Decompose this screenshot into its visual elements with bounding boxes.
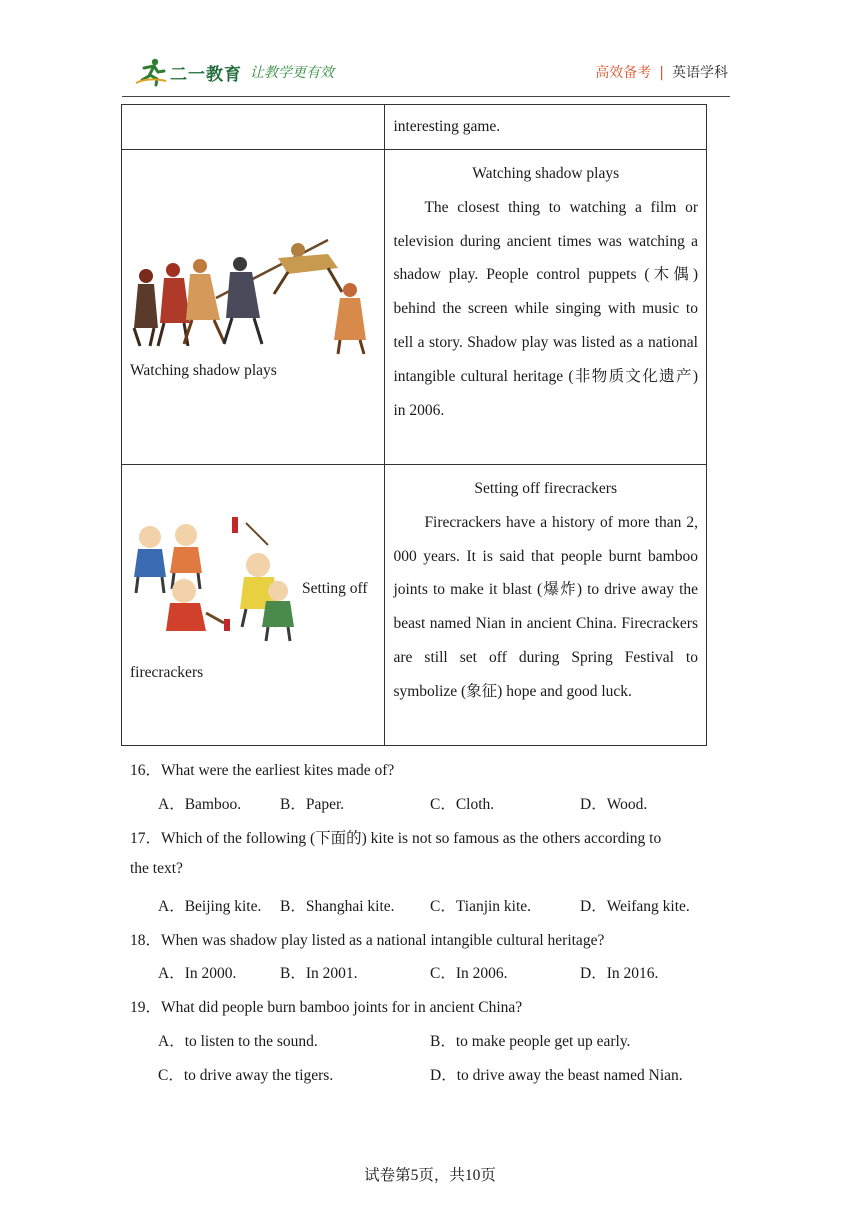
shadow-play-image-cell [122,150,385,465]
section-text: Firecrackers have a history of more than 2, 000 years. It is said that people burnt bamboo joints to make it blast (爆炸) to drive away the beast named Nian in ancient China. Firecrackers are still set off during Spring Festival to symbolize (象征) hope and good luck. [393,513,698,700]
section-text: The closest thing to watching a film or television during ancient times was watching a shadow play. People control puppets (木偶) behind the screen while singing with music to tell a story. Shadow play was listed as a national intangible cultural heritage (非物质文化遗产) in 2006. [393,198,698,419]
shadow-puppets-illustration [128,228,378,358]
logo-slogan: 让教学更有效 [250,65,334,81]
runner-logo-icon [134,57,168,87]
table-row [122,150,707,465]
logo-name: 二一教育 [170,64,242,85]
header-right [595,62,728,82]
question-17-stem-cont: the text? [130,860,183,877]
option: C．In 2006. [430,965,508,982]
continued-text: interesting game. [393,118,501,135]
option: D．to drive away the beast named Nian. [430,1067,683,1084]
question-17-stem: 17．Which of the following (下面的) kite is not so famous as the others according to [130,830,662,847]
table-row [122,105,707,150]
option: D．Wood. [580,796,648,813]
table-cell-empty [122,105,385,150]
culture-table [121,104,707,746]
table-cell [385,105,707,150]
question-18-stem: 18．When was shadow play listed as a national intangible cultural heritage? [130,932,605,949]
section-title: Watching shadow plays [472,165,620,182]
option: D．In 2016. [580,965,659,982]
table-cell [385,465,707,746]
page-header [130,52,730,96]
brand-label: 高效备考 [595,65,652,81]
option: C．Tianjin kite. [430,898,532,915]
question-19-stem: 19．What did people burn bamboo joints for in ancient China? [130,999,523,1016]
header-divider [122,96,730,97]
image-caption: Watching shadow plays [130,362,277,379]
image-caption-line1: Setting off [302,580,368,597]
option: B．Paper. [280,796,345,813]
table-row [122,465,707,746]
option: A．In 2000. [158,965,237,982]
question-16-stem: 16．What were the earliest kites made of? [130,762,395,779]
page-footer: 试卷第5页，共10页 [364,1167,496,1184]
option: A．to listen to the sound. [158,1033,318,1050]
option: C．to drive away the tigers. [158,1067,334,1084]
firecracker-children-illustration [128,515,308,645]
subject-label: 英语学科 [672,65,728,81]
section-title: Setting off firecrackers [474,480,618,497]
firecracker-image-cell [122,465,385,746]
option: A．Bamboo. [158,796,242,813]
option: A．Beijing kite. [158,898,262,915]
logo [134,56,334,88]
header-separator: | [659,65,664,81]
option: B．to make people get up early. [430,1033,631,1050]
option: B．In 2001. [280,965,358,982]
image-caption-line2: firecrackers [130,664,204,681]
table-cell [385,150,707,465]
option: B．Shanghai kite. [280,898,395,915]
option: C．Cloth. [430,796,495,813]
option: D．Weifang kite. [580,898,690,915]
